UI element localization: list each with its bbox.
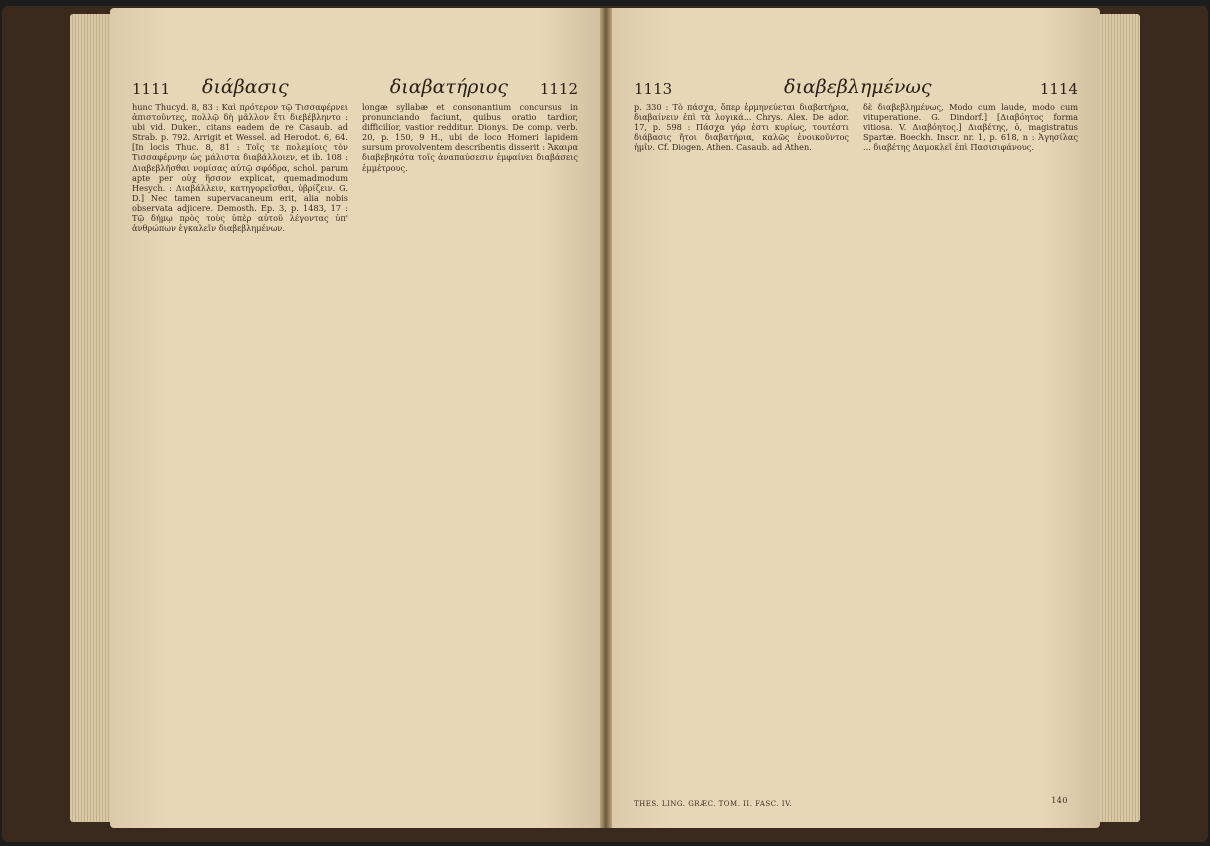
paragraph: δὲ διαβεβλημένως, Modo cum laude, modo cum vituperatione. G. Dindorf.] [Διαβόητος forma vitiosa. V. Διαβόητος.] Διαβέτης, ὁ, magistratus Spartæ. Boeckh. Inscr. nr. 1, p. 618, n : Ἀγησίλας ... διαβέτης Δαμοκλεῖ ἐπὶ Πασισιφάνους. <box>863 102 1078 153</box>
book-gutter <box>600 8 612 828</box>
paragraph: hunc Thucyd. 8, 83 : Καὶ πρότερον τῷ Τισσαφέρνει ἀπιστοῦντες, πολλῷ δὴ μᾶλλον ἔτι διεβέβληντο : ubi vid. Duker., citans eadem de re Casaub. ad Strab. p. 792. Arrigit et Wessel. ad Herodot. 6, 64. [In locis Thuc. 8, 81 : Τοῖς τε πολεμίοις τὸν Τισσαφέρνην ὡς μάλιστα διαβάλλοιεν, et ib. 108 : Διαβεβλῆσθαι νομίσας αὐτῷ σφόδρα, schol. parum apte per οὐχ ἥσσον explicat, quemadmodum Hesych. : Διαβάλλειν, κατηγορεῖσθαι, ὑβρίζειν. G. D.] Nec tamen supervacaneum erit, alia nobis observata adjicere. Demosth. Ep. 3, p. 1483, 17 : Τῷ δήμῳ πρὸς τοὺς ὑπὲρ αὐτοῦ λέγοντας ὑπ' ἀνθρώπων ἐγκαλεῖν διαβεβλημένων. <box>132 102 348 234</box>
right-page <box>612 8 1100 828</box>
left-page-header <box>132 76 578 100</box>
headword: διαβατήριος <box>389 76 508 98</box>
paragraph: p. 330 : Τὸ πάσχα, ὅπερ ἑρμηνεύεται διαβατήρια, διαβαίνειν ἐπὶ τὰ λογικά... Chrys. Alex. De ador. 17, p. 598 : Πάσχα γάρ ἐστι κυρίως, τουτέστι διάβασις ἤτοι διαβατήρια, καλῶς ἐνοικοῦντος ἡμῖν. Cf. Diogen. Athen. Casaub. ad Athen. <box>634 102 849 153</box>
column-number: 1112 <box>539 80 578 98</box>
headword: διαβεβλημένως <box>784 76 932 98</box>
column-number: 1113 <box>634 80 673 98</box>
page-footer <box>634 796 1078 808</box>
page-edges-right <box>1100 14 1140 822</box>
text-column <box>132 102 348 798</box>
text-column <box>634 102 849 798</box>
page-edges-left <box>70 14 110 822</box>
headword: διάβασις <box>202 76 289 98</box>
signature-number: 140 <box>1051 796 1068 805</box>
left-page <box>110 8 600 828</box>
text-column <box>863 102 1078 798</box>
paragraph: longæ syllabæ et consonantium concursus in pronunciando faciunt, quibus oratio tardior, difficilior, vastior redditur. Dionys. De comp. verb. 20, p. 150, 9 H., ubi de loco Homeri lapidem sursum provolventem describentis disserit : Ἄκαιρα διαβεβηκότα τοῖς ἀναπαύσεσιν ἐμφαίνει διαβάσεις ἐμμέτρους. <box>362 102 578 173</box>
right-page-header <box>634 76 1078 100</box>
column-number: 1114 <box>1039 80 1078 98</box>
text-column <box>362 102 578 798</box>
column-number: 1111 <box>132 80 171 98</box>
footer-text: THES. LING. GRÆC. TOM. II. FASC. IV. <box>634 800 793 808</box>
